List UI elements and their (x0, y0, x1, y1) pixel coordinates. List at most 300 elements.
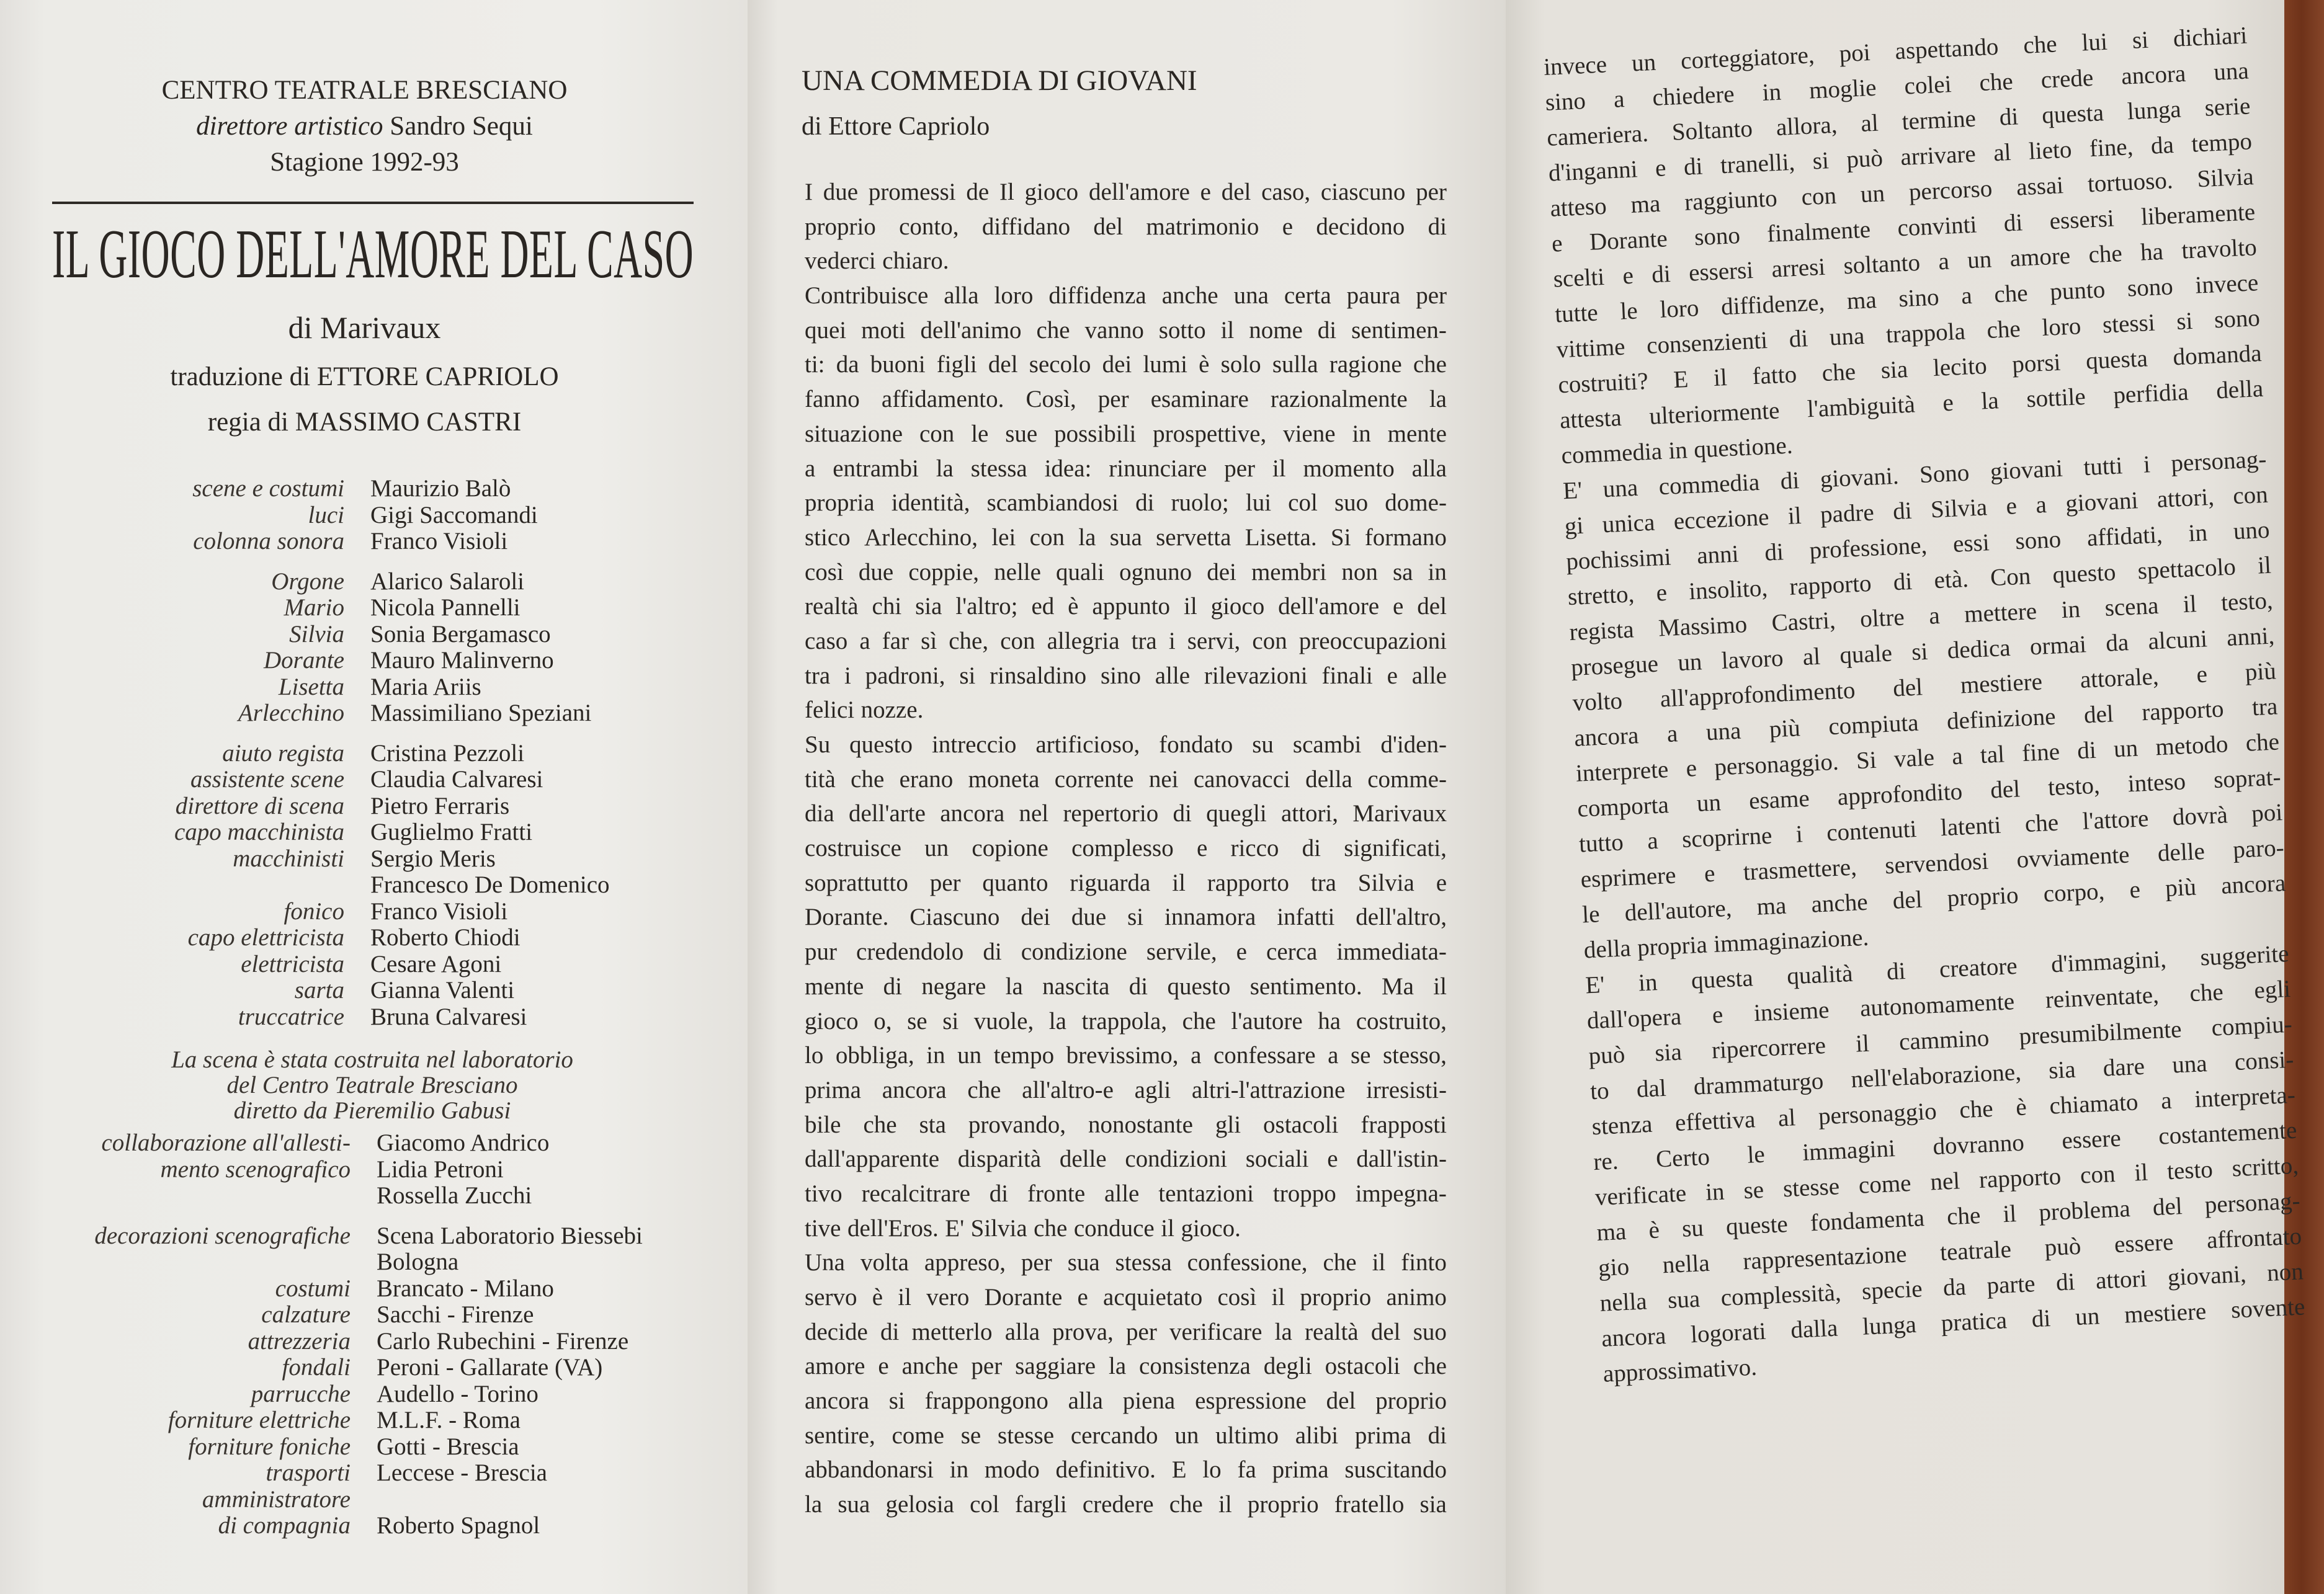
word: attorale, (2079, 663, 2160, 693)
word: a (805, 455, 816, 482)
credit-name: Carlo Rubechini - Firenze (377, 1327, 629, 1355)
credit-role-line: macchinisti (233, 845, 344, 872)
word: può (1588, 1041, 1626, 1070)
word: reinventate, (2044, 981, 2160, 1013)
word: il (2134, 1159, 2149, 1187)
word: essere (2114, 1228, 2174, 1258)
word: un (2075, 1302, 2101, 1331)
word: è (1199, 351, 1210, 378)
word: nonostante (1088, 1111, 1193, 1138)
word: scambi (1292, 731, 1362, 758)
word: solo (1220, 351, 1261, 378)
word: rapporto (1789, 569, 1872, 600)
word: corpo, (2042, 878, 2106, 907)
word: più (1768, 715, 1801, 743)
artistic-director-label: direttore artistico (196, 112, 383, 141)
word: tivo (805, 1180, 842, 1207)
word: proprio (1375, 1387, 1447, 1415)
word: caso (805, 627, 848, 654)
word: che (2024, 809, 2059, 838)
word: rapporto (2141, 695, 2225, 726)
word: verificate (1594, 1180, 1687, 1211)
word: che (967, 1076, 1001, 1103)
word: ma (1630, 190, 1661, 218)
word: e (1077, 1284, 1088, 1311)
word: un (1174, 1422, 1199, 1449)
word: sino (1544, 87, 1586, 116)
word: attori, (2156, 483, 2215, 513)
word: alla (1004, 1318, 1040, 1345)
word: che (1946, 1201, 1982, 1231)
word: dedica (1946, 634, 2011, 664)
word: E' (1584, 971, 1606, 999)
credit-names (344, 502, 538, 529)
director-name: MASSIMO CASTRI (295, 407, 522, 437)
credit-role (6, 1381, 351, 1408)
word: questa (2085, 345, 2148, 375)
word: un (1677, 648, 1703, 677)
word: prima (1272, 1456, 1329, 1484)
word: serie (2204, 92, 2251, 122)
word: punto (2049, 276, 2106, 306)
word: dell'animo (920, 316, 1022, 344)
article-title: UNA COMMEDIA DI GIOVANI (802, 65, 1197, 97)
word: suo (1334, 489, 1369, 517)
word: con (2080, 1160, 2116, 1189)
word: ancora (940, 800, 1005, 827)
word: stesse (998, 1422, 1055, 1449)
word: di (1302, 835, 1321, 862)
word: Arlecchino, (864, 523, 978, 551)
word: colei (1903, 71, 1952, 100)
word: finalmente (1766, 216, 1871, 247)
word: e (1200, 179, 1211, 205)
word: fanno (805, 386, 860, 413)
word: significati, (1344, 835, 1447, 862)
word: fronte (1027, 1180, 1086, 1207)
word: del (1892, 886, 1923, 914)
word: questa (1691, 964, 1754, 994)
credit-name: Bologna (377, 1249, 459, 1275)
word: mestiere (1959, 668, 2043, 699)
word: a (1647, 827, 1659, 855)
word: secolo (1029, 351, 1091, 378)
word: testo (2166, 1155, 2214, 1185)
word: servile, (1146, 938, 1217, 966)
credit-row (6, 1130, 751, 1209)
word: mente (805, 973, 864, 1000)
word: finali (1321, 662, 1373, 689)
credit-role (0, 1004, 344, 1031)
word: formano (1364, 523, 1447, 551)
word: fondamenta (1809, 1204, 1925, 1237)
word: è (872, 1284, 883, 1311)
word: di (1764, 538, 1784, 566)
word: crede (2040, 64, 2094, 94)
word: dall'opera (1586, 1003, 1683, 1035)
word: Castri, (1771, 607, 1836, 637)
word: far (882, 627, 909, 654)
word: Certo (1655, 1143, 1710, 1173)
credit-names (344, 951, 501, 978)
word: a (1928, 602, 1941, 630)
word: degli (1263, 1353, 1312, 1380)
word: Con (1990, 563, 2032, 592)
word: il (1713, 364, 1728, 392)
word: a (2160, 1087, 2173, 1115)
credit-names (351, 1302, 534, 1329)
word: contenuti (1826, 815, 1918, 847)
word: cercando (1070, 1422, 1158, 1449)
credit-role-line: fonico (284, 897, 344, 925)
credit-row (6, 1302, 751, 1329)
word: con (2232, 481, 2269, 510)
word: compiuta (1828, 709, 1920, 741)
word: brevissimo, (1066, 1042, 1179, 1069)
word: artificioso, (1035, 731, 1140, 758)
word: rapporto (1978, 1163, 2062, 1193)
credit-names (344, 595, 521, 621)
word: vero (926, 1284, 970, 1311)
word: drammaturgo (1693, 1067, 1825, 1100)
word: il (1161, 1214, 1174, 1242)
word: in (1668, 437, 1688, 465)
word: dell'altro, (1356, 904, 1447, 931)
credit-role-line: calzature (261, 1301, 351, 1328)
word: Dorante (984, 1284, 1063, 1311)
brochure-left-panel (0, 0, 748, 1594)
word: irresisti- (1365, 1076, 1447, 1103)
word: dia (805, 800, 834, 827)
word: fine, (2088, 133, 2134, 163)
word: latenti (1939, 811, 2002, 842)
word: la (1429, 386, 1447, 413)
word: Massimo (1658, 611, 1748, 642)
word: il (1271, 1284, 1285, 1311)
word: una (1233, 282, 1269, 309)
word: disparità (957, 1146, 1042, 1173)
word: quale (1839, 639, 1893, 669)
word: situazione (805, 420, 903, 447)
play-author: di Marivaux (288, 310, 441, 345)
credit-name: Franco Visioli (370, 897, 508, 925)
word: tra (2251, 693, 2279, 721)
credit-role-line: Arlecchino (238, 700, 344, 726)
word: un (1967, 246, 1993, 274)
word: lunga (2126, 96, 2182, 125)
word: Su (805, 731, 831, 758)
word: stretto, (1567, 581, 1635, 611)
word: giovani (1989, 455, 2063, 485)
word: Marivaux (1352, 800, 1447, 827)
word: proprio (1300, 1284, 1372, 1311)
word: teatrale (1939, 1236, 2012, 1266)
credit-role-line: Silvia (289, 620, 344, 648)
word: sia (2048, 1056, 2076, 1084)
word: personag- (2204, 1187, 2301, 1219)
word: con (919, 420, 955, 447)
word: mente (1387, 420, 1447, 447)
word: consi- (2233, 1046, 2295, 1076)
word: definizione (1946, 703, 2057, 735)
direction-line (0, 405, 729, 440)
word: sia (1419, 1491, 1447, 1518)
word: da (1942, 1273, 1967, 1301)
word: che (863, 1111, 897, 1138)
credit-role-line: Lisetta (278, 673, 344, 700)
word: quei (805, 316, 847, 344)
credit-name: Sonia Bergamasco (370, 620, 551, 648)
word: attori, (1280, 800, 1339, 827)
word: testo, (2220, 587, 2274, 617)
word: a (1951, 742, 1964, 770)
word: questa (2041, 99, 2104, 129)
word: che (2088, 240, 2123, 269)
word: scambiandosi (986, 489, 1119, 517)
word: certa (1284, 282, 1331, 309)
word: del (1892, 674, 1923, 702)
word: i (2142, 451, 2151, 478)
word: pratica (1940, 1307, 2008, 1337)
word: di (1788, 325, 1809, 353)
word: sua (1667, 1285, 1701, 1314)
word: propria (1637, 931, 1708, 961)
title-divider (52, 202, 694, 204)
word: dall'apparente (805, 1146, 940, 1173)
credit-role-line: amministratore (202, 1485, 351, 1513)
word: tortuoso. (2087, 167, 2174, 198)
word: ma (1846, 287, 1877, 315)
word: Contribuisce (805, 282, 929, 309)
word: si (1812, 147, 1830, 175)
word: dovranno (1932, 1129, 2025, 1160)
credit-names (351, 1460, 547, 1487)
word: in (1638, 969, 1658, 997)
credit-role-line: capo macchinista (174, 819, 344, 845)
word: chiamato (2049, 1089, 2139, 1120)
word: rinunciare (1109, 455, 1207, 482)
word: tra (1310, 869, 1336, 896)
credit-role-line: capo elettricista (187, 924, 344, 951)
word: soprat- (2213, 764, 2282, 794)
word: il (1855, 1030, 1870, 1057)
word: cerca (1266, 938, 1318, 966)
text-line (805, 624, 1447, 659)
word: per (1416, 179, 1447, 205)
word: rappresentazione (1742, 1240, 1908, 1275)
word: al (1802, 643, 1821, 670)
text-line (805, 796, 1447, 831)
word: dal (1636, 1074, 1667, 1103)
word: lieto (2028, 136, 2073, 165)
word: stesse (1782, 1173, 1840, 1203)
word: problema (2038, 1195, 2131, 1226)
word: sua (1067, 1249, 1100, 1276)
word: convinti (1897, 211, 1978, 242)
word: professione, (1808, 532, 1928, 564)
credit-name: Lidia Petroni (377, 1155, 504, 1183)
word: volta (860, 1249, 909, 1276)
word: sono (2214, 305, 2261, 334)
word: di (1173, 800, 1192, 827)
word: qualità (1786, 960, 1854, 990)
text-line (805, 1349, 1447, 1384)
word: chiaro. (882, 247, 949, 275)
credit-role (0, 846, 344, 899)
credit-name: Gigi Saccomandi (370, 501, 538, 528)
word: loro (1659, 295, 1700, 323)
word: il (1433, 973, 1447, 1000)
credit-name: Sergio Meris (370, 845, 496, 872)
credit-role (0, 819, 344, 846)
text-line (805, 1073, 1447, 1108)
word: e (1942, 389, 1954, 417)
article-body-continued (1543, 18, 2307, 1392)
credit-role-line: trasporti (266, 1459, 351, 1486)
word: loro (994, 282, 1034, 309)
word: specie (1861, 1275, 1923, 1305)
credit-row (0, 502, 744, 529)
word: servendosi (1884, 847, 1989, 879)
word: Silvia (1357, 869, 1415, 896)
play-title-box (52, 211, 694, 298)
word: ulteriormente (1648, 397, 1781, 430)
word: con (1029, 523, 1065, 551)
credit-name: Rossella Zucchi (377, 1182, 532, 1209)
credit-names (351, 1381, 539, 1408)
word: e (1655, 579, 1668, 607)
word: soltanto (1843, 249, 1921, 280)
word: che (1993, 279, 2029, 308)
word: e (2129, 876, 2141, 904)
brochure-right-panel (1506, 0, 2306, 1594)
workshop-note-line: La scena è stata costruita nel laboratorio (171, 1046, 573, 1073)
word: invece (2194, 269, 2259, 299)
credit-group (0, 741, 744, 1031)
word: Lisetta. (1245, 523, 1317, 551)
word: in (1428, 558, 1447, 586)
workshop-note-line: del Centro Teatrale Bresciano (226, 1072, 518, 1098)
credit-names (344, 925, 521, 951)
credit-name: Claudia Calvaresi (370, 766, 543, 793)
word: e (1685, 754, 1697, 782)
text-line (805, 382, 1447, 417)
word: al (1777, 1104, 1797, 1132)
word: agli (1134, 1076, 1171, 1103)
word: Sono (1919, 459, 1970, 489)
word: del (1093, 213, 1124, 240)
word: gioco (1210, 593, 1265, 620)
credit-row (0, 899, 744, 925)
text-line (805, 520, 1447, 555)
word: ultimo (1215, 1422, 1279, 1449)
word: sa (1392, 558, 1413, 586)
word: di (2031, 1305, 2052, 1333)
word: all'approfondimento (1659, 677, 1856, 713)
paragraph (1543, 18, 2266, 474)
credit-group (0, 569, 744, 727)
word: scritto, (2231, 1152, 2299, 1182)
credit-row (0, 674, 744, 701)
word: conduce (1073, 1214, 1155, 1242)
word: nelle (994, 558, 1041, 586)
word: col (970, 1491, 999, 1518)
credit-row (0, 476, 744, 502)
word: di (1317, 316, 1337, 344)
credit-role-line: costumi (275, 1275, 351, 1302)
word: alla (1068, 1387, 1103, 1415)
word: il (1272, 455, 1286, 482)
word: nella (1599, 1288, 1648, 1317)
word: con (1252, 627, 1287, 654)
credit-role-line: Dorante (264, 647, 344, 674)
word: diffidenze, (1720, 288, 1826, 321)
credit-role (0, 977, 344, 1004)
credit-row (6, 1381, 751, 1408)
credit-name: Sacchi - Firenze (377, 1301, 534, 1328)
word: Si (1330, 523, 1351, 551)
word: confessione, (1187, 1249, 1308, 1276)
word: aspettando (1894, 33, 2000, 65)
word: Silvia (2196, 163, 2255, 193)
word: poi (2251, 799, 2283, 827)
word: espressione (1195, 1387, 1307, 1415)
word: sociali (1245, 1146, 1309, 1173)
word: sentimento. (1249, 973, 1362, 1000)
word: suo (1413, 1318, 1447, 1345)
text-line (805, 1487, 1447, 1522)
word: d'inganni (1548, 156, 1638, 187)
text-line (805, 244, 1447, 278)
word: le (1581, 901, 1601, 928)
credit-row (0, 846, 744, 899)
word: questione. (1693, 432, 1794, 463)
word: dei (1102, 351, 1132, 378)
word: stico (805, 523, 851, 551)
word: del (1221, 179, 1251, 205)
word: dalla (1790, 1314, 1839, 1343)
credit-names (344, 648, 554, 674)
word: la (1108, 1353, 1127, 1380)
credit-row (0, 595, 744, 621)
word: si (2176, 307, 2194, 336)
word: complessità, (1720, 1279, 1842, 1312)
word: uno (2232, 516, 2271, 545)
word: i (1795, 821, 1803, 848)
credit-role (0, 528, 344, 555)
word: a (2035, 491, 2047, 519)
word: il (1220, 316, 1235, 344)
credit-names (344, 1004, 527, 1031)
word: innamora (1164, 904, 1256, 931)
word: appreso, (924, 1249, 1006, 1276)
word: viene (1283, 420, 1336, 447)
word: che (1034, 1214, 1068, 1242)
word: giovani. (1819, 462, 1900, 493)
word: tentazioni (1158, 1180, 1254, 1207)
word: ruolo; (1171, 489, 1229, 517)
word: servo (805, 1284, 857, 1311)
word: con (1800, 182, 1837, 211)
text-line (805, 1315, 1447, 1350)
credit-name: Brancato - Milano (377, 1275, 554, 1302)
word: del (1370, 1318, 1401, 1345)
word: moglie (1808, 74, 1877, 104)
word: Dorante (1589, 225, 1668, 256)
word: come (892, 1422, 944, 1449)
word: è (2015, 1093, 2027, 1121)
word: ragione (1329, 351, 1402, 378)
